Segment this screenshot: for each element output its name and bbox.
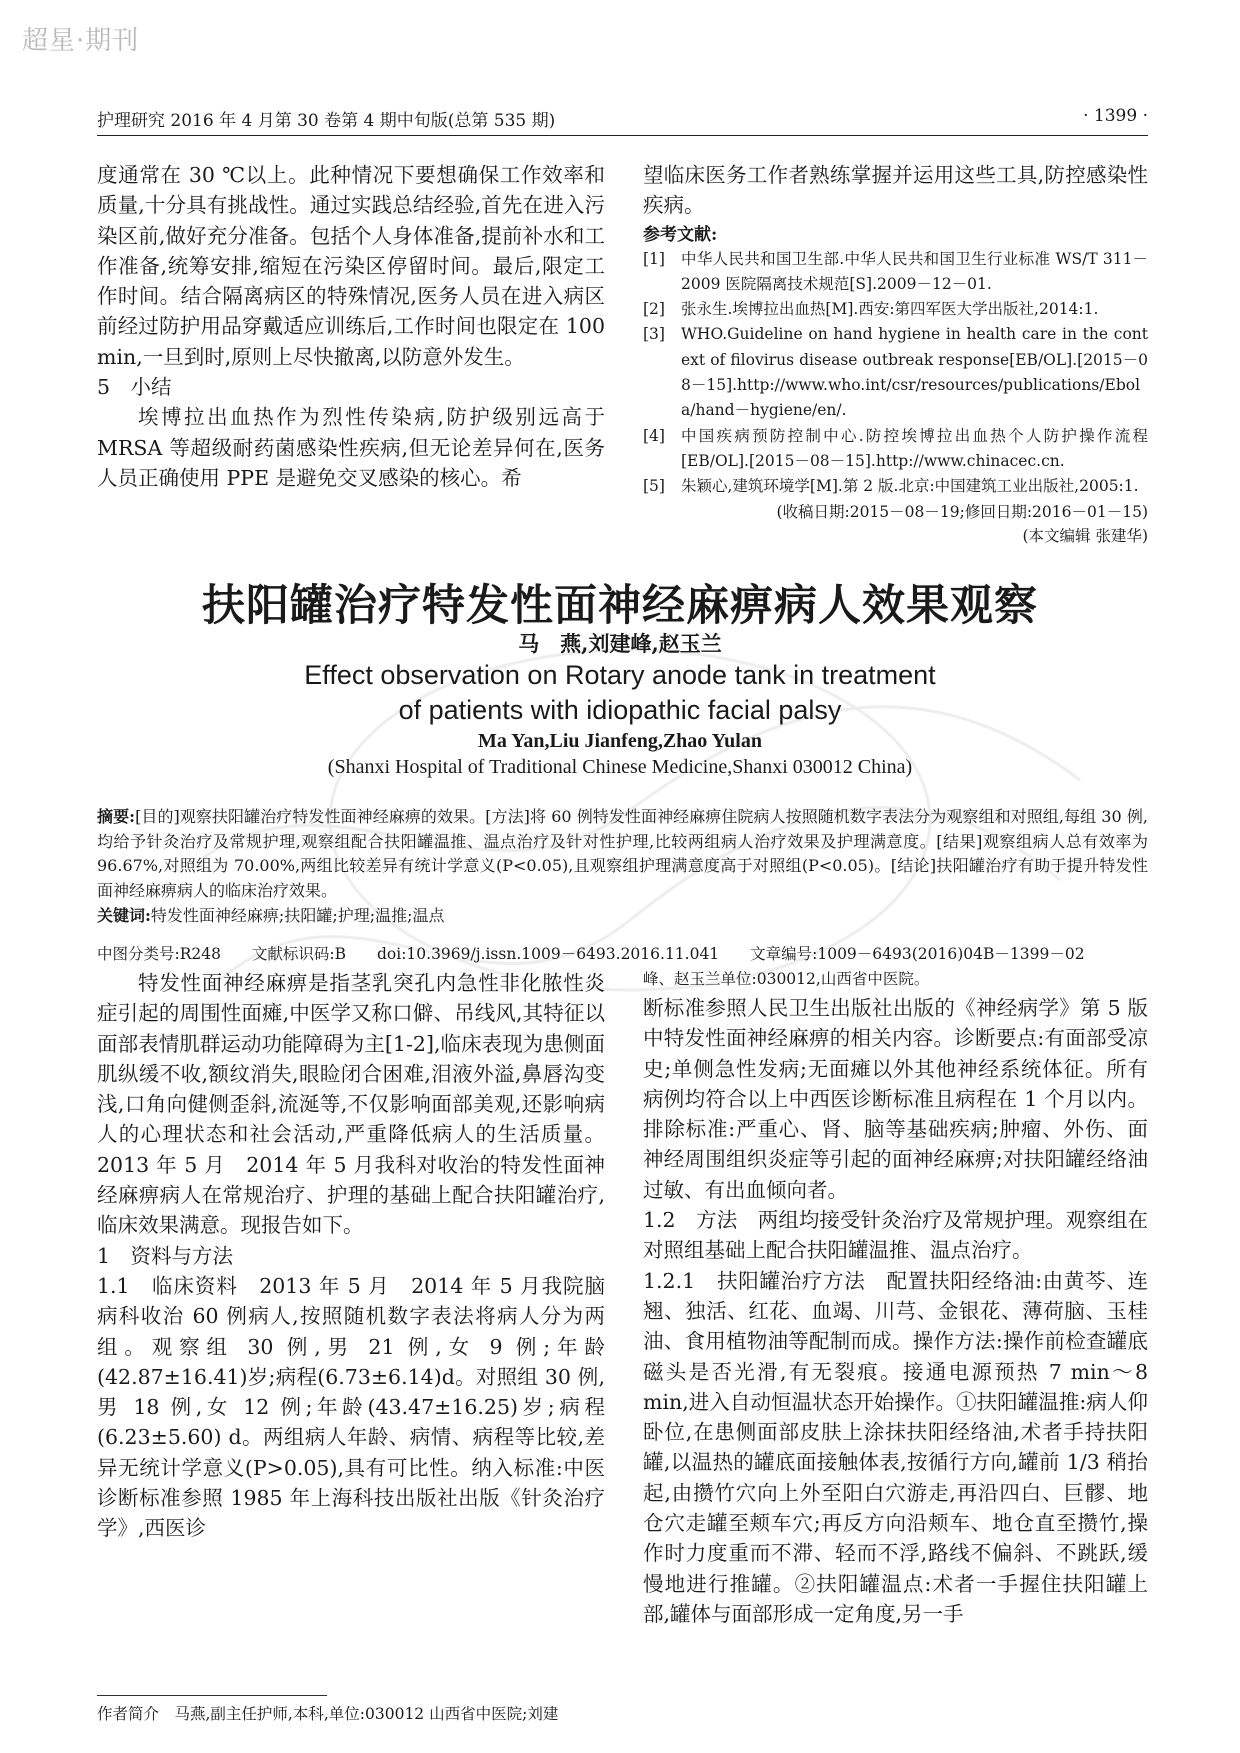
summary-continuation: 望临床医务工作者熟练掌握并运用这些工具,防控感染性疾病。 [643,163,1148,218]
document-code: 文献标识码:B [251,945,347,963]
article-title: 扶阳罐治疗特发性面神经麻痹病人效果观察 [202,581,1038,631]
intro-paragraph: 特发性面神经麻痹是指茎乳突孔内急性非化脓性炎症引起的周围性面瘫,中医学又称口僻、吊线风,其特征以面部表情肌群运动功能障碍为主[1-2],临床表现为患侧面肌纵缓不收,额纹消失,眼睑闭合困难,泪液外溢,鼻唇沟变浅,口角向健侧歪斜,流涎等,不仅影响面部美观,还影响病人的心理状态和社会活动,严重降低病人的生活质量。2013 年 5 月 2014 年 5 月我科对收治的特发性面神经麻痹病人在常规治疗、护理的基础上配合扶阳罐治疗,临床效果满意。现报告如下。 [97,971,605,1238]
header-rule [97,135,1148,136]
keywords-text: 特发性面神经麻痹;扶阳罐;护理;温推;温点 [150,906,445,925]
authors-english: Ma Yan,Liu Jianfeng,Zhao Yulan [478,730,762,752]
reference-item: [3] WHO.Guideline on hand hygiene in health care in the context of filovirus disease outbreak response[EB/OL].[2015－08－15].http://www.who.int/csr/resources/publications/Ebola/hand－hygiene/en/. [643,325,1148,420]
body-left-column [97,968,605,1544]
article-number: 文章编号:1009－6493(2016)04B－1399－02 [750,945,1085,963]
abstract [97,805,1148,903]
prev-article-right-column [643,160,1148,548]
prev-article-left-column [97,160,605,493]
diagnosis-paragraph: 断标准参照人民卫生出版社出版的《神经病学》第 5 版中特发性面神经麻痹的相关内容。诊断要点:有面部受凉史;单侧急性发病;无面瘫以外其他神经系统体征。所有病例均符合以上中西医诊断标准且病程在 1 个月以内。排除标准:严重心、肾、脑等基础疾病;肿瘤、外伤、面神经周围组织炎症等引起的面神经麻痹;对扶阳罐经络油过敏、有出血倾向者。 [643,996,1148,1202]
editor-note: (本文编辑 张建华) [1022,526,1148,545]
method-paragraph: 1.2 方法 两组均接受针灸治疗及常规护理。观察组在对照组基础上配合扶阳罐温推、温点治疗。 [643,1208,1148,1263]
summary-paragraph: 埃博拉出血热作为烈性传染病,防护级别远高于 MRSA 等超级耐药菌感染性疾病,但无论差异何在,医务人员正确使用 PPE 是避免交叉感染的核心。希 [97,405,605,490]
publisher-watermark: 超星·期刊 [22,26,140,56]
reference-item: [4] 中国疾病预防控制中心.防控埃博拉出血热个人防护操作流程[EB/OL].[2015－08－15].http://www.chinacec.cn. [643,426,1148,470]
article-title-english: Effect observation on Rotary anode tank in treatment of patients with idiopathic facial palsy [304,660,936,725]
author-footnote: 作者简介 马燕,副主任护师,本科,单位:030012 山西省中医院;刘建 [97,1705,559,1723]
journal-issue: 护理研究 2016 年 4 月第 30 卷第 4 期中旬版(总第 535 期) [97,111,556,131]
doi: doi:10.3969/j.issn.1009－6493.2016.11.041 [376,945,720,963]
abstract-label: 摘要: [97,807,136,826]
keywords [97,903,1148,926]
footnote-rule [97,1695,327,1696]
page-number: · 1399 · [1083,106,1148,126]
authors-chinese: 马 燕,刘建峰,赵玉兰 [518,631,722,656]
author-affiliation-continuation: 峰、赵玉兰单位:030012,山西省中医院。 [643,970,930,988]
body-right-column [643,968,1148,1629]
reference-item: [2] 张永生.埃博拉出血热[M].西安:第四军医大学出版社,2014:1. [643,300,1099,319]
prev-paragraph: 度通常在 30 ℃以上。此种情况下要想确保工作效率和质量,十分具有挑战性。通过实践总结经验,首先在进入污染区前,做好充分准备。包括个人身体准备,提前补水和工作准备,统筹安排,缩短在污染区停留时间。最后,限定工作时间。结合隔离病区的特殊情况,医务人员在进入病区前经过防护用品穿戴适应训练后,工作时间也限定在 100 min,一旦到时,原则上尽快撤离,以防意外发生。 [97,163,605,369]
reference-list [643,247,1148,500]
treatment-paragraph: 1.2.1 扶阳罐治疗方法 配置扶阳经络油:由黄芩、连翘、独活、红花、血竭、川芎、金银花、薄荷脑、玉桂油、食用植物油等配制而成。操作方法:操作前检查罐底磁头是否光滑,有无裂痕。接通电源预热 7 min～8 min,进入自动恒温状态开始操作。①扶阳罐温推:病人仰卧位,在患侧面部皮肤上涂抹扶阳经络油,术者手持扶阳罐,以温热的罐底面接触体表,按循行方向,罐前 1/3 稍抬起,由攒竹穴向上外至阳白穴游走,再沿四白、巨髎、地仓穴走罐至颊车穴;再反方向沿颊车、地仓直至攒竹,操作时力度重而不滞、轻而不浮,路线不偏斜、不跳跃,缓慢地进行推罐。②扶阳罐温点:术者一手握住扶阳罐上部,罐体与面部形成一定角度,另一手 [643,1268,1148,1626]
received-dates: (收稿日期:2015－08－19;修回日期:2016－01－15) [776,502,1148,521]
running-header [97,104,1148,134]
classification-line [97,942,1148,964]
reference-item: [1] 中华人民共和国卫生部.中华人民共和国卫生行业标准 WS/T 311－2009 医院隔离技术规范[S].2009－12－01. [643,249,1148,293]
clinical-data-paragraph: 1.1 临床资料 2013 年 5 月 2014 年 5 月我院脑病科收治 60 例病人,按照随机数字表法将病人分为两组。观察组 30 例,男 21 例,女 9 例;年龄(42.87±16.41)岁;病程(6.73±6.14)d。对照组 30 例,男 18 例,女 12 例;年龄(43.47±16.25)岁;病程(6.23±5.60) d。两组病人年龄、病情、病程等比较,差异无统计学意义(P>0.05),具有可比性。纳入标准:中医诊断标准参照 1985 年上海科技出版社出版《针灸治疗学》,西医诊 [97,1273,605,1541]
class-number: 中图分类号:R248 [97,945,221,963]
affiliation-english: (Shanxi Hospital of Traditional Chinese Medicine,Shanxi 030012 China) [327,756,913,778]
references-heading: 参考文献: [643,224,718,245]
section-heading-methods: 1 资料与方法 [97,1243,234,1268]
keywords-label: 关键词: [97,906,151,925]
abstract-text: [目的]观察扶阳罐治疗特发性面神经麻痹的效果。[方法]将 60 例特发性面神经麻痹住院病人按照随机数字表法分为观察组和对照组,每组 30 例,均给予针灸治疗及常规护理,观察组配合扶阳罐温推、温点治疗及针对性护理,比较两组病人治疗效果及护理满意度。[结果]观察组病人总有效率为 96.67%,对照组为 70.00%,两组比较差异有统计学意义(P<0.05),且观察组护理满意度高于对照组(P<0.05)。[结论]扶阳罐治疗有助于提升特发性面神经麻痹病人的临床治疗效果。 [97,807,1148,900]
section-heading-summary: 5 小结 [97,375,172,400]
reference-item: [5] 朱颖心,建筑环境学[M].第 2 版.北京:中国建筑工业出版社,2005:1. [643,477,1139,496]
